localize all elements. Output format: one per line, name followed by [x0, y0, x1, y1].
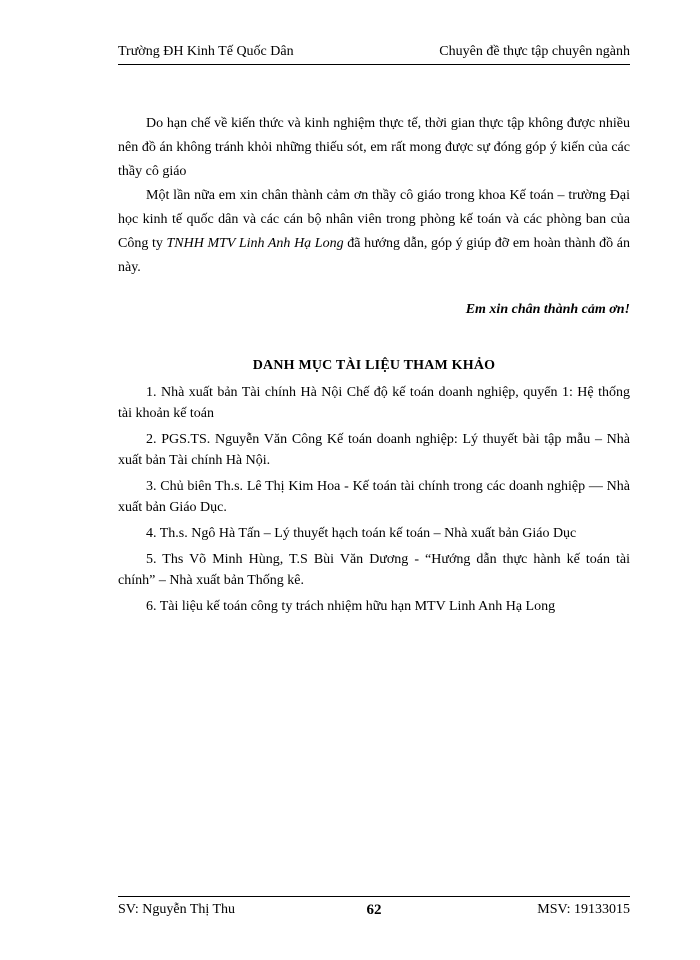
reference-item: 5. Ths Võ Minh Hùng, T.S Bùi Văn Dương - “Hướng dẫn thực hành kế toán tài chính” – Nhà xuất bản Thống kê.: [118, 552, 630, 588]
closing-paragraph-1: Do hạn chế về kiến thức và kinh nghiệm thực tế, thời gian thực tập không được nhiều nên đồ án không tránh khỏi những thiếu sót, em rất mong được sự đóng góp ý kiến của các thầy cô giáo: [118, 116, 630, 179]
reference-item: 1. Nhà xuất bản Tài chính Hà Nội Chế độ kế toán doanh nghiệp, quyển 1: Hệ thống tài khoản kế toán: [118, 385, 630, 421]
footer-student-id: MSV: 19133015: [537, 902, 630, 917]
header-university: Trường ĐH Kinh Tế Quốc Dân: [118, 44, 294, 59]
closing-paragraph-2: [118, 184, 630, 280]
company-name: TNHH MTV Linh Anh Hạ Long: [166, 236, 344, 251]
thank-you-line: Em xin chân thành cảm ơn!: [465, 302, 630, 317]
page-footer: [118, 900, 630, 920]
paragraph-2-text-a: Một lần nữa em xin chân thành cảm ơn thầy cô giáo trong khoa Kế toán – trường Đại học kinh tế quốc dân và các cán bộ nhân viên trong phòng kế toán và các phòng ban của Công ty: [118, 188, 630, 251]
reference-item: 2. PGS.TS. Nguyễn Văn Công Kế toán doanh nghiệp: Lý thuyết bài tập mẫu – Nhà xuất bản Tài chính Hà Nội.: [118, 432, 630, 468]
reference-item: 3. Chủ biên Th.s. Lê Thị Kim Hoa - Kế toán tài chính trong các doanh nghiệp — Nhà xuất bản Giáo Dục.: [118, 479, 630, 515]
page-header: [118, 42, 630, 62]
reference-item: 4. Th.s. Ngô Hà Tấn – Lý thuyết hạch toán kế toán – Nhà xuất bản Giáo Dục: [146, 526, 577, 541]
footer-divider: [118, 896, 630, 897]
footer-student-name: SV: Nguyễn Thị Thu: [118, 902, 236, 917]
header-report-type: Chuyên đề thực tập chuyên ngành: [439, 44, 630, 59]
paragraph-2-text-b: đã hướng dẫn, góp ý giúp đỡ em hoàn thành đồ án này.: [118, 236, 630, 275]
reference-item: 6. Tài liệu kế toán công ty trách nhiệm hữu hạn MTV Linh Anh Hạ Long: [146, 599, 556, 614]
closing-paragraph-2-block: [118, 184, 630, 280]
closing-paragraph-1-block: [118, 112, 630, 184]
references-list: [118, 382, 630, 622]
references-title: DANH MỤC TÀI LIỆU THAM KHẢO: [252, 358, 496, 373]
page-number: 62: [366, 902, 382, 918]
header-divider: [118, 64, 630, 65]
